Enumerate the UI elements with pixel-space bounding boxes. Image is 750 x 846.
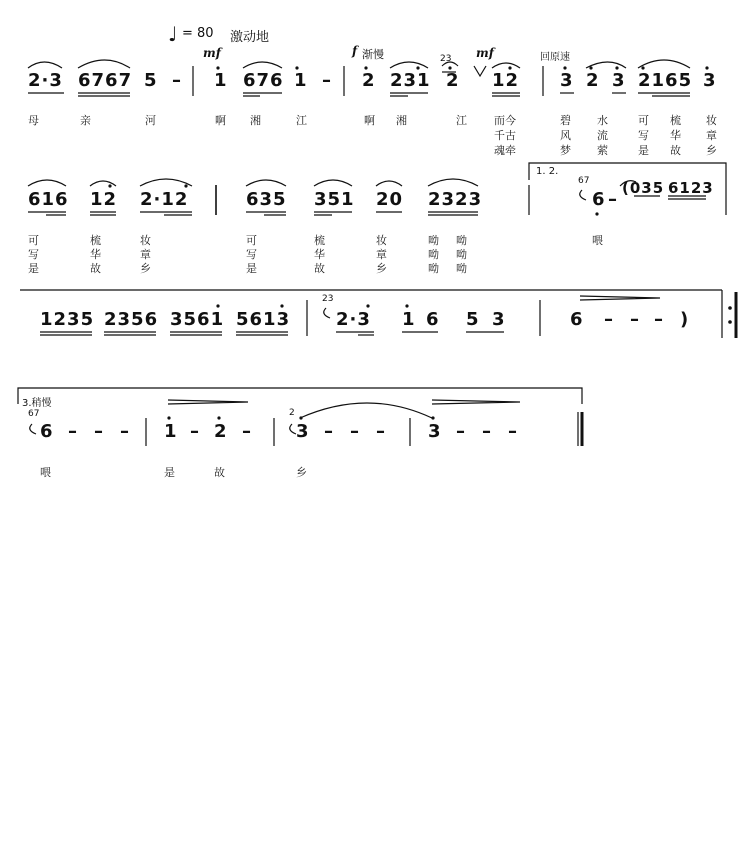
lyric: 呦 [456,262,467,275]
lyric: 梳 [314,234,325,247]
note: 6 [426,309,440,330]
note: 3 [296,421,310,442]
note: – [508,421,518,442]
lyric: 河 [145,114,156,127]
lyric: 写 [638,129,649,142]
note: 6 [40,421,54,442]
lyric: 水 [597,114,608,127]
lyric: 是 [246,262,257,275]
note: 2·3 [336,309,371,330]
note: 12 [492,70,520,91]
note: (035 [622,179,665,197]
note: – [630,309,640,330]
lyric: 呦 [456,248,467,261]
lyric: 喂 [40,466,51,479]
note: – [456,421,466,442]
note: – [120,421,130,442]
lyric: 可 [28,234,39,247]
note: 3 [703,70,717,91]
note: 12 [90,189,118,210]
note: 1 [164,421,178,442]
note: 5613 [236,309,291,330]
lyric: 湘 [250,114,261,127]
note: 2·3 [28,70,63,91]
note: 6 [592,189,606,210]
rit-label: 渐慢 [362,48,384,61]
grace-2: 2 [289,408,295,418]
lyric: 梳 [90,234,101,247]
lyric: 呦 [428,248,439,261]
note: 6767 [78,70,133,91]
volta-bracket [529,163,726,215]
grace-23: 23 [322,294,334,304]
lyric: 妆 [140,234,151,247]
lyric: 风 [560,129,571,142]
note: 1 [294,70,308,91]
note: 1 [402,309,416,330]
note: ) [680,309,690,330]
note: – [242,421,252,442]
note: 2 [362,70,376,91]
lyric: 妆 [376,234,387,247]
note: – [172,70,182,91]
dynamic-mf-2: mf [476,46,494,60]
note: 3561 [170,309,225,330]
lyric: 华 [90,248,101,261]
lyric: 乡 [376,262,387,275]
lyric: 湘 [396,114,407,127]
note: 635 [246,189,287,210]
note: – [654,309,664,330]
tempo-expression: 激动地 [230,30,270,45]
lyric: 故 [214,466,225,479]
lyric: 乡 [140,262,151,275]
lyric: 魂牵 [494,144,516,157]
lyric: 章 [706,129,717,142]
note: 2356 [104,309,159,330]
lyric: 故 [670,144,681,157]
note: – [322,70,332,91]
note: 6123 [668,179,714,197]
lyric: 喂 [592,234,603,247]
a-tempo-label: 回原速 [540,52,570,63]
lyric: 呦 [428,262,439,275]
lyric: 华 [670,129,681,142]
note: 676 [243,70,284,91]
note: 6 [570,309,584,330]
lyric: 呦 [456,234,467,247]
lyric: 故 [90,262,101,275]
note: 3 [560,70,574,91]
note: 3 [428,421,442,442]
lyric: 妆 [706,114,717,127]
lyric: 乡 [706,144,717,157]
dynamic-mf: mf [203,46,221,60]
lyric: 是 [28,262,39,275]
lyric: 是 [164,466,175,479]
lyric: 梳 [670,114,681,127]
note: – [608,189,618,210]
note: 616 [28,189,69,210]
note: 5 [144,70,158,91]
lyric: 乡 [296,466,307,479]
lyric: 梦 [560,144,571,157]
note: 231 [390,70,431,91]
lyric: 萦 [597,144,608,157]
note: 2·12 [140,189,189,210]
tempo-value: = 80 [182,26,214,41]
lyric: 千古 [494,129,516,142]
note: 20 [376,189,404,210]
lyric: 而今 [494,114,516,127]
lyric: 亲 [80,114,91,127]
volta-1-2-label: 1. 2. [536,166,559,177]
lyric: 章 [140,248,151,261]
lyric: 母 [28,114,39,127]
lyric: 故 [314,262,325,275]
note: 2 [586,70,600,91]
note: 2 [214,421,228,442]
lyric: 碧 [560,114,571,127]
note: 1 [214,70,228,91]
lyric: 写 [246,248,257,261]
lyric: 江 [296,114,307,127]
note: – [350,421,360,442]
note: 1235 [40,309,95,330]
note: 2 [446,70,460,91]
note: – [482,421,492,442]
lyric: 章 [376,248,387,261]
lyric: 呦 [428,234,439,247]
grace-67: 67 [578,176,590,186]
quarter-note-icon: ♩ [168,22,178,46]
lyric: 华 [314,248,325,261]
lyric: 啊 [364,114,375,127]
note: 351 [314,189,355,210]
note: 2165 [638,70,693,91]
lyric: 写 [28,248,39,261]
lyric: 是 [638,144,649,157]
lyric: 可 [638,114,649,127]
grace-23: 23 [440,54,452,64]
lyric: 江 [456,114,467,127]
note: 3 [492,309,506,330]
volta-3-label: 3.稍慢 [22,398,52,409]
note: 2323 [428,189,483,210]
note: 3 [612,70,626,91]
lyric: 啊 [215,114,226,127]
lyric: 可 [246,234,257,247]
note: – [376,421,386,442]
dynamic-f: f [352,44,358,58]
grace-67: 67 [28,409,40,419]
note: – [324,421,334,442]
lyric: 流 [597,129,608,142]
note: – [68,421,78,442]
note: – [94,421,104,442]
note: – [190,421,200,442]
note: – [604,309,614,330]
note: 5 [466,309,480,330]
